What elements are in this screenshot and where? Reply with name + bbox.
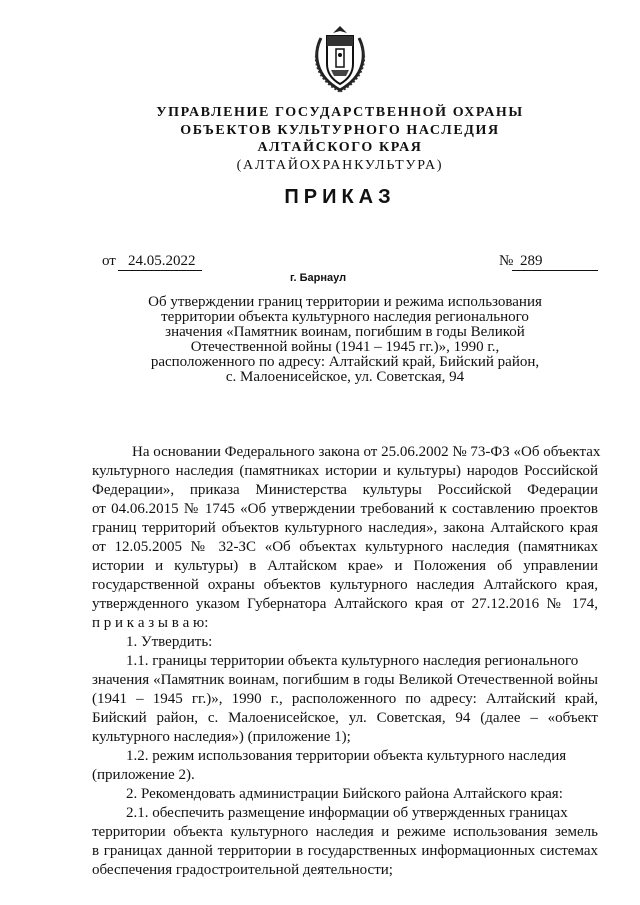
city-label: г. Барнаул <box>290 272 347 284</box>
org-line-2: ОБЪЕКТОВ КУЛЬТУРНОГО НАСЛЕДИЯ <box>180 122 500 138</box>
body-line: культурного наследия») (приложение 1); <box>92 729 351 745</box>
date-prefix: от <box>102 253 116 269</box>
org-line-1: УПРАВЛЕНИЕ ГОСУДАРСТВЕННОЙ ОХРАНЫ <box>156 105 524 120</box>
document-number: 289 <box>512 252 598 271</box>
organization-name <box>90 104 590 174</box>
coat-of-arms-icon <box>309 24 371 94</box>
body-line: от 04.06.2015 № 1745 «Об утверждении требований к составлению проектов <box>92 501 598 517</box>
body-line: от 12.05.2005 № 32-ЗС «Об объектах культурного наследия (памятниках <box>92 539 598 555</box>
document-type-title: ПРИКАЗ <box>284 186 396 208</box>
subject-line: расположенного по адресу: Алтайский край, Бийский район, <box>150 354 540 370</box>
document-body <box>92 443 601 880</box>
org-line-4: (АЛТАЙОХРАНКУЛЬТУРА) <box>236 157 444 173</box>
document-subject <box>90 295 600 385</box>
subject-line: Об утверждении границ территории и режима использования <box>148 294 542 310</box>
subject-line: Отечественной войны (1941 – 1945 гг.)», 1990 г., <box>190 339 500 355</box>
body-line: (приложение 2). <box>92 767 195 783</box>
body-line: (1941 – 1945 гг.)», 1990 г., расположенного по адресу: Алтайский край, <box>92 691 598 707</box>
body-line: обеспечения градостроительной деятельности; <box>92 862 393 878</box>
body-line: 1. Утвердить: <box>126 634 213 650</box>
body-line: На основании Федерального закона от 25.06.2002 № 73-ФЗ «Об объектах <box>132 444 601 460</box>
body-line: 1.1. границы территории объекта культурного наследия регионального <box>126 653 579 669</box>
body-line: Бийский район, с. Малоенисейское, ул. Советская, 94 (далее – «объект <box>92 710 598 726</box>
body-line: истории и культуры) в Алтайском крае» и Положения об управлении <box>92 558 598 574</box>
document-date: 24.05.2022 <box>118 252 202 271</box>
body-line: государственной охраны объектов культурного наследия Алтайского края, <box>92 577 598 593</box>
body-line: территории объекта культурного наследия и режиме использования земель <box>92 824 598 840</box>
body-line: значения «Памятник воинам, погибшим в годы Великой Отечественной войны <box>92 672 598 688</box>
org-line-3: АЛТАЙСКОГО КРАЯ <box>257 140 423 155</box>
body-line: границ территорий объектов культурного наследия», закона Алтайского края <box>92 520 598 536</box>
body-line: утвержденного указом Губернатора Алтайского края от 27.12.2016 № 174, <box>92 596 598 612</box>
body-line: культурного наследия (памятниках истории и культуры) народов Российской <box>92 463 598 479</box>
subject-line: значения «Памятник воинам, погибшим в годы Великой <box>165 324 525 340</box>
body-line: Федерации», приказа Министерства культуры Российской Федерации <box>92 482 598 498</box>
body-line: 2. Рекомендовать администрации Бийского района Алтайского края: <box>126 786 563 802</box>
body-line: п р и к а з ы в а ю: <box>92 615 209 631</box>
body-line: в границах данной территории в государственных информационных системах <box>92 843 598 859</box>
body-line: 1.2. режим использования территории объекта культурного наследия <box>126 748 567 764</box>
number-prefix: № <box>499 253 514 269</box>
body-line: 2.1. обеспечить размещение информации об утвержденных границах <box>126 805 568 821</box>
subject-line: с. Малоенисейское, ул. Советская, 94 <box>225 369 465 385</box>
subject-line: территории объекта культурного наследия регионального <box>161 309 529 325</box>
